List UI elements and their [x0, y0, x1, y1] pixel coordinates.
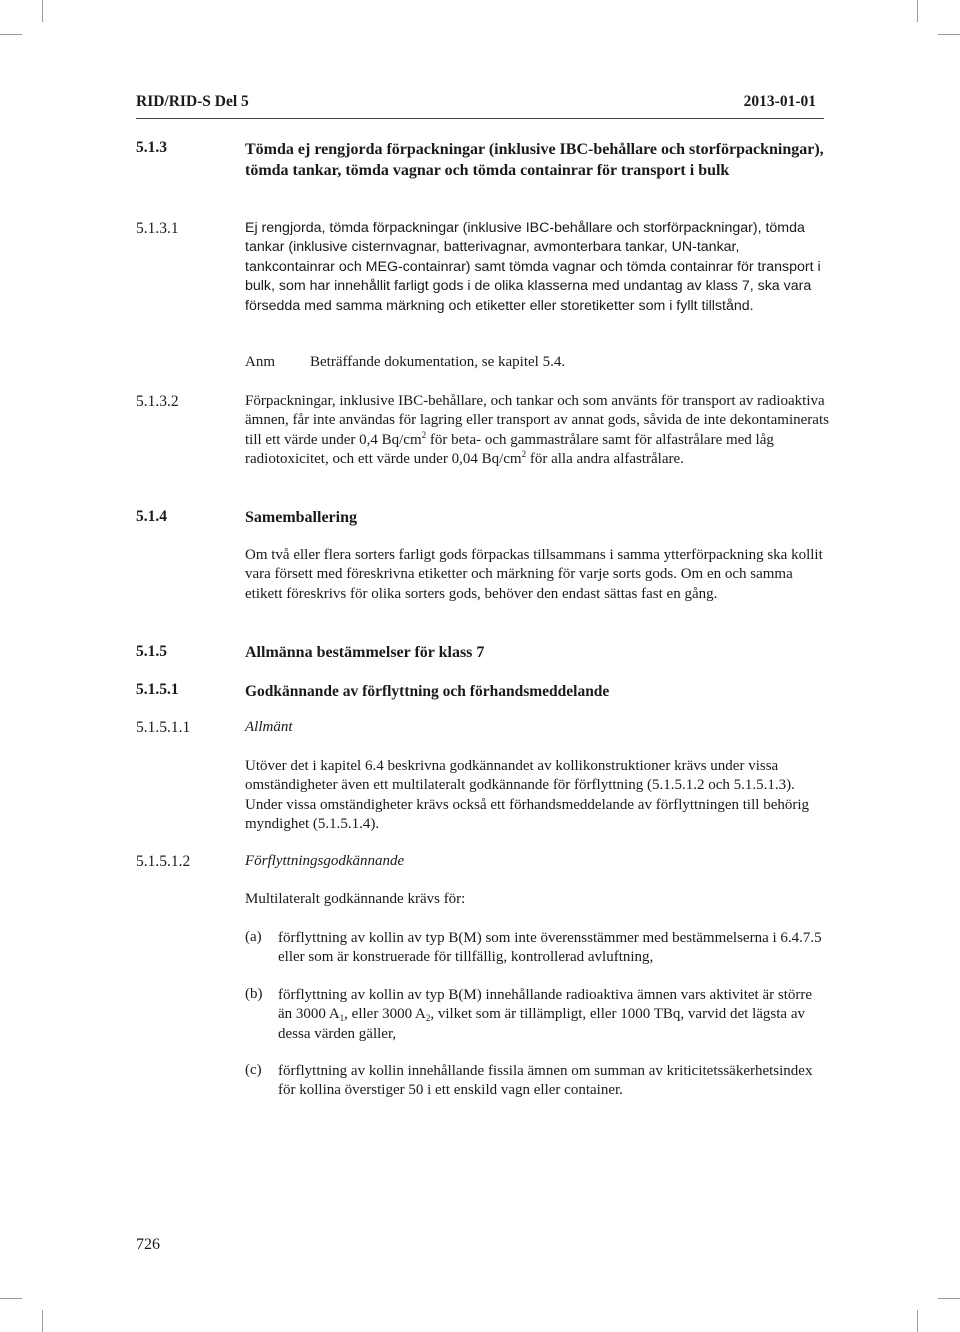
crop-mark-top-right-vertical	[917, 0, 918, 22]
crop-mark-bottom-left-vertical	[42, 1310, 43, 1332]
crop-mark-bottom-left-horizontal	[0, 1298, 22, 1299]
note-text: Beträffande dokumentation, se kapitel 5.4.	[310, 354, 566, 370]
list-item-text-b: förflyttning av kollin av typ B(M) innehållande radioaktiva ämnen vars aktivitet är större än 3000 $A_1$, eller 3000 $A_2$, vilket som är tillämpligt, eller 1000 TBq, varvid det lägsta av dessa värden gäller,	[278, 987, 813, 1042]
paragraph-5-1-5-1-1: Utöver det i kapitel 6.4 beskrivna godkännandet av kollikonstruktioner krävs under vissa omständigheter även ett multilateralt godkännande för förflyttning (5.1.5.1.2 och 5.1.5.1.3). Under vissa omständigheter krävs också ett förhandsmeddelande av förflyttningen till behörig myndighet (5.1.5.1.4).	[245, 758, 810, 833]
paragraph-5-1-5-1-2-intro: Multilateralt godkännande krävs för:	[245, 891, 466, 907]
paragraph-5-1-3-2: Förpackningar, inklusive IBC-behållare, och tankar och som använts för transport av radioaktiva ämnen, får inte användas för lagring eller transport av annat gods, såvida de inte dekontaminerats till ett värde under 0,4 $Bq/cm^2$ för beta- och gammastrålare samt för alfastrålare med låg radiotoxicitet, och ett värde under 0,04 $Bq/cm^2$ för alla andra alfastrålare.	[245, 393, 829, 468]
section-number-5-1-5-1: 5.1.5.1	[136, 681, 179, 698]
paragraph-5-1-4: Om två eller flera sorters farligt gods förpackas tillsammans i samma ytterförpackning ska kollit vara försett med föreskrivna etiketter och märkning för varje sorts gods. Om en och samma etikett föreskrivs för olika sorters gods, behöver den endast sättas fast en gång.	[245, 547, 823, 602]
section-number-5-1-5: 5.1.5	[136, 643, 167, 660]
crop-mark-bottom-right-vertical	[917, 1310, 918, 1332]
list-item-label-a: (a)	[245, 929, 262, 945]
section-title-5-1-3: Tömda ej rengjorda förpackningar (inklusive IBC-behållare och storförpackningar), tömda tankar, tömda vagnar och tömda containrar för transport i bulk	[245, 141, 824, 179]
section-number-5-1-5-1-1: 5.1.5.1.1	[136, 719, 191, 736]
list-item-label-b: (b)	[245, 986, 263, 1002]
section-number-5-1-3-2: 5.1.3.2	[136, 393, 179, 410]
section-number-5-1-3: 5.1.3	[136, 139, 167, 156]
note-label: Anm	[245, 354, 275, 370]
list-item-label-c: (c)	[245, 1062, 262, 1078]
running-header-date: 2013-01-01	[743, 93, 816, 110]
section-title-5-1-4: Samemballering	[245, 509, 357, 526]
section-number-5-1-3-1: 5.1.3.1	[136, 220, 179, 237]
section-title-5-1-5-1-2: Förflyttningsgodkännande	[245, 853, 405, 869]
running-header-title: RID/RID-S Del 5	[136, 93, 249, 110]
section-number-5-1-5-1-2: 5.1.5.1.2	[136, 853, 191, 870]
section-title-5-1-5-1: Godkännande av förflyttning och förhandsmeddelande	[245, 683, 610, 700]
header-rule	[136, 118, 824, 119]
list-item-text-c: förflyttning av kollin innehållande fissila ämnen om summan av kriticitetssäkerhetsindex för kollina överstiger 50 i ett enskild vagn eller container.	[278, 1063, 813, 1099]
section-title-5-1-5-1-1: Allmänt	[245, 719, 293, 735]
section-title-5-1-5: Allmänna bestämmelser för klass 7	[245, 644, 485, 661]
crop-mark-top-left-vertical	[42, 0, 43, 22]
page-number: 726	[136, 1236, 160, 1253]
list-item-text-a: förflyttning av kollin av typ B(M) som inte överensstämmer med bestämmelserna i 6.4.7.5 eller som är konstruerade för tillfällig, kontrollerad avluftning,	[278, 930, 822, 966]
crop-mark-top-right-horizontal	[938, 34, 960, 35]
crop-mark-top-left-horizontal	[0, 34, 22, 35]
section-number-5-1-4: 5.1.4	[136, 508, 167, 525]
crop-mark-bottom-right-horizontal	[938, 1298, 960, 1299]
paragraph-5-1-3-1: Ej rengjorda, tömda förpackningar (inklusive IBC-behållare och storförpackningar), tömda tankar (inklusive cisternvagnar, batterivagnar, avmonterbara tankar, UN-tankar, tankcontainrar och MEG-containrar) samt tömda vagnar och tömda containrar för transport i bulk, som har innehållit farligt gods i de olika klasserna med undantag av klass 7, ska vara försedda med samma märkning och etiketter eller storetiketter som i fyllt tillstånd.	[245, 220, 821, 314]
